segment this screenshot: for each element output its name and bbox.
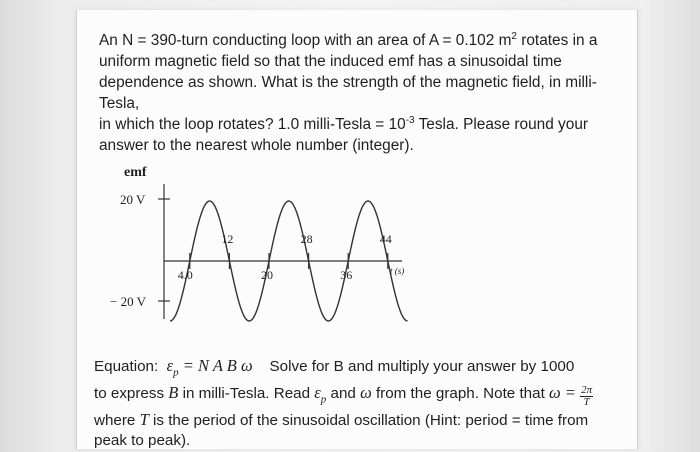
formula: $\varepsilon_p = N$ A B ω — [166, 356, 253, 379]
problem-line-3: dependence as shown. What is the strength of the magnetic field, in milli-Tesla, — [99, 74, 597, 112]
emf-graph — [106, 156, 426, 326]
x-tick-label-lower: 4.0 — [177, 268, 193, 282]
x-tick-label-lower: 20 — [261, 268, 273, 282]
omega-fraction: $\frac{2\pi}{T}$ — [581, 383, 593, 408]
problem-statement — [99, 30, 619, 156]
x-tick-label-upper: 44 — [379, 232, 392, 246]
problem-line-1: An N = 390-turn conducting loop with an area of A = 0.102 $m^2$ rotates in a — [99, 31, 598, 49]
equation-line-1: Equation: $\varepsilon_p = N$ A B ω Solve for B and multiply your answer by 1000 — [94, 356, 575, 379]
problem-line-2: uniform magnetic field so that the induced emf has a sinusoidal time — [99, 53, 562, 70]
equation-block — [94, 356, 609, 452]
x-tick-label-upper: 12 — [221, 232, 234, 246]
y-axis-title: emf — [124, 165, 147, 180]
problem-line-4: in which the loop rotates? 1.0 milli-Tesla = $10^{-3}$ Tesla. Please round your — [99, 115, 589, 133]
x-axis-title: t (s) — [390, 266, 405, 276]
y-min-label: − 20 V — [110, 294, 146, 309]
equation-line-3: where T is the period of the sinusoidal oscillation (Hint: period = time from — [94, 409, 589, 429]
equation-label: Equation: — [94, 358, 159, 375]
y-max-label: 20 V — [120, 192, 146, 207]
problem-line-5: answer to the nearest whole number (integer). — [99, 137, 414, 154]
equation-line-2: to express B in milli-Tesla. Read $\varepsilon_p$ and ω from the graph. Note that ω = $\frac{2\pi}{T}$ — [94, 382, 593, 408]
x-tick-labels — [178, 232, 392, 282]
equation-line-4: peak to peak). — [94, 432, 191, 450]
x-tick-label-upper: 28 — [300, 232, 313, 246]
x-tick-label-lower: 36 — [340, 268, 353, 282]
